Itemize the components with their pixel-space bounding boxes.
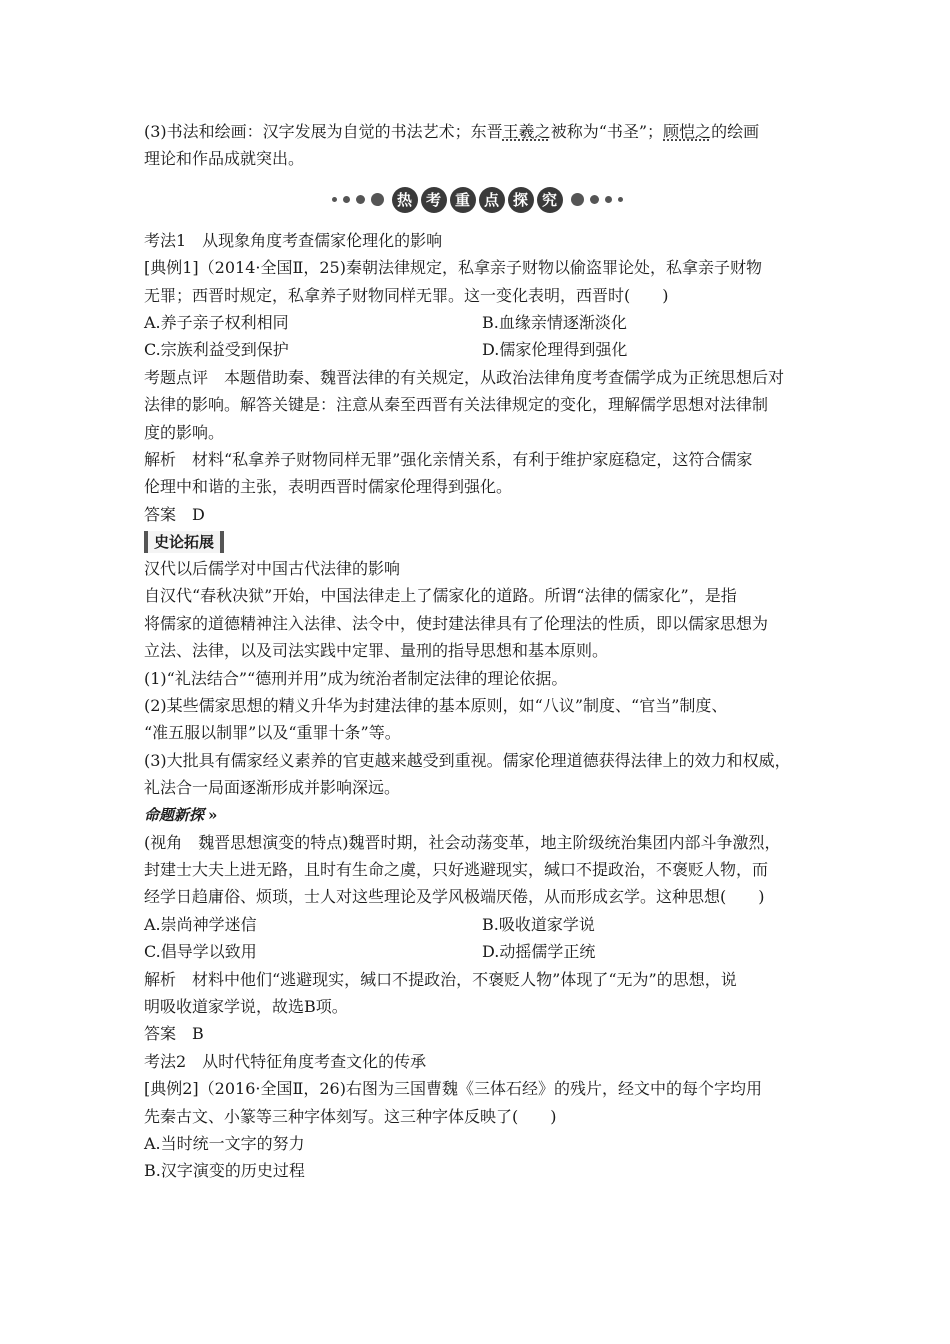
k1-options-row-2	[144, 336, 810, 363]
ext-point-2: (2)某些儒家思想的精义升华为封建法律的基本原则，如“八议”制度、“官当”制度、	[144, 696, 728, 716]
k1-analysis-2: 伦理中和谐的主张，表明西晋时儒家伦理得到强化。	[144, 477, 513, 497]
ext-point-2b: “准五服以制罪”以及“重罪十条”等。	[144, 723, 401, 743]
new-option-d: D.动摇儒学正统	[482, 942, 596, 962]
k1-option-d: D.儒家伦理得到强化	[482, 340, 628, 360]
k1-comment-2: 法律的影响。解答关键是：注意从秦至西晋有关法律规定的变化，理解儒学思想对法律制	[144, 395, 769, 415]
k2-option-b: B.汉字演变的历史过程	[144, 1161, 305, 1181]
ext-para-1: 自汉代“春秋决狱”开始，中国法律走上了儒家化的道路。所谓“法律的儒家化”，是指	[144, 586, 737, 606]
k2-question-2: 先秦古文、小篆等三种字体刻写。这三种字体反映了( )	[144, 1106, 557, 1126]
k1-option-a: A.养子亲子权利相同	[144, 312, 289, 332]
ext-heading: 史论拓展	[144, 531, 224, 553]
ext-para-2: 将儒家的道德精神注入法律、法令中，使封建法律具有了伦理法的性质，即以儒家思想为	[144, 613, 769, 633]
k2-option-a: A.当时统一文字的努力	[144, 1133, 305, 1153]
new-options-row-2	[144, 938, 810, 965]
k1-option-b: B.血缘亲情逐渐淡化	[482, 312, 627, 332]
new-answer: 答案 B	[144, 1024, 204, 1044]
document-page	[144, 118, 810, 1185]
banner-dots-left	[332, 193, 384, 206]
banner-char: 考	[421, 187, 447, 213]
banner-char: 热	[392, 187, 418, 213]
banner-title	[392, 187, 563, 213]
ext-point-3: (3)大批具有儒家经义素养的官吏越来越受到重视。儒家伦理道德获得法律上的效力和权威，	[144, 750, 791, 770]
new-question-2: 封建士大夫上进无路，且时有生命之虞，只好逃避现实，缄口不提政治，不褒贬人物，而	[144, 859, 769, 879]
new-header	[144, 802, 810, 829]
new-option-a: A.崇尚神学迷信	[144, 914, 257, 934]
k1-question-1: [典例1]（2014·全国Ⅱ，25)秦朝法律规定，私拿亲子财物以偷盗罪论处，私拿亲子财物	[144, 258, 762, 278]
k1-options-row-1	[144, 309, 810, 336]
ext-header	[144, 528, 810, 555]
ext-title: 汉代以后儒学对中国古代法律的影响	[144, 559, 401, 579]
k1-option-c: C.宗族利益受到保护	[144, 340, 289, 360]
banner-char: 点	[479, 187, 505, 213]
new-option-b: B.吸收道家学说	[482, 914, 595, 934]
banner-char: 探	[508, 187, 534, 213]
new-analysis-2: 明吸收道家学说，故选B项。	[144, 996, 348, 1016]
new-question-1: (视角 魏晋思想演变的特点)魏晋时期，社会动荡变革，地主阶级统治集团内部斗争激烈，	[144, 832, 781, 852]
new-option-c: C.倡导学以致用	[144, 942, 257, 962]
k1-analysis-1: 解析 材料“私拿养子财物同样无罪”强化亲情关系，有利于维护家庭稳定，这符合儒家	[144, 449, 753, 469]
k1-comment-1: 考题点评 本题借助秦、魏晋法律的有关规定，从政治法律角度考查儒学成为正统思想后对	[144, 367, 785, 387]
new-options-row-1	[144, 911, 810, 938]
new-question-3: 经学日趋庸俗、烦琐，士人对这些理论及学风极端厌倦，从而形成玄学。这种思想( )	[144, 887, 765, 907]
k2-question-1: [典例2]（2016·全国Ⅱ，26)右图为三国曹魏《三体石经》的残片，经文中的每个字均用	[144, 1079, 762, 1099]
ext-point-1: (1)“礼法结合”“德刑并用”成为统治者制定法律的理论依据。	[144, 668, 568, 688]
intro-line-1: (3)书法和绘画：汉字发展为自觉的书法艺术；东晋王羲之被称为“书圣”；顾恺之的绘画	[144, 122, 760, 141]
ext-point-3b: 礼法合一局面逐渐形成并影响深远。	[144, 778, 401, 798]
k1-comment-3: 度的影响。	[144, 422, 225, 442]
section-banner	[144, 173, 810, 227]
new-heading: 命题新探	[144, 805, 205, 824]
wang-xizhi: 王羲之	[502, 122, 551, 141]
k2-title: 考法2 从时代特征角度考查文化的传承	[144, 1051, 427, 1071]
gu-kaizhi: 顾恺之	[663, 122, 712, 141]
k1-answer: 答案 D	[144, 504, 205, 524]
intro-line-2: 理论和作品成就突出。	[144, 149, 305, 169]
k1-question-2: 无罪；西晋时规定，私拿养子财物同样无罪。这一变化表明，西晋时( )	[144, 285, 669, 305]
double-chevron-icon: »	[208, 805, 218, 824]
banner-char: 重	[450, 187, 476, 213]
banner-dots-right	[571, 193, 623, 206]
ext-para-3: 立法、法律，以及司法实践中定罪、量刑的指导思想和基本原则。	[144, 641, 609, 661]
k1-title: 考法1 从现象角度考查儒家伦理化的影响	[144, 230, 443, 250]
banner-char: 究	[537, 187, 563, 213]
new-analysis-1: 解析 材料中他们“逃避现实，缄口不提政治，不褒贬人物”体现了“无为”的思想，说	[144, 969, 737, 989]
